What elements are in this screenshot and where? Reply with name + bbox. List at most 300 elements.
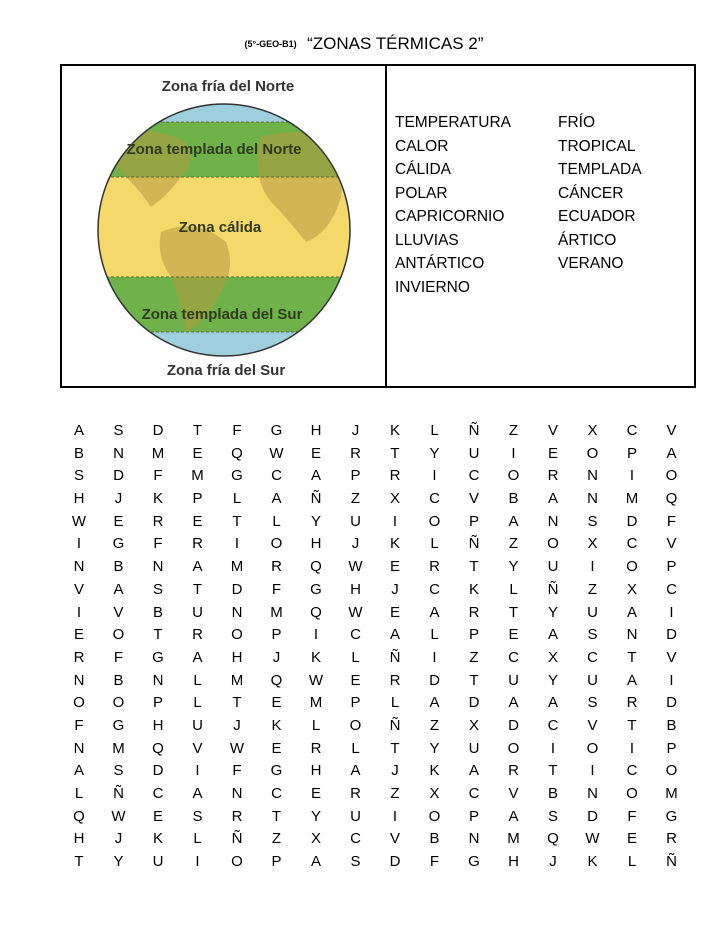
grid-cell: R — [468, 603, 480, 621]
grid-cell: W — [308, 671, 324, 689]
worksheet-title: “ZONAS TÉRMICAS 2” — [307, 34, 484, 53]
grid-cell: X — [389, 490, 400, 508]
grid-cell: A — [389, 626, 400, 644]
grid-cell: P — [666, 558, 677, 576]
grid-cell: J — [272, 648, 281, 666]
grid-cell: L — [193, 694, 202, 712]
grid-cell: O — [665, 467, 678, 485]
grid-cell: M — [230, 671, 244, 689]
grid-cell: L — [627, 853, 637, 871]
grid-cell: R — [626, 694, 638, 712]
grid-cell: W — [269, 444, 284, 462]
grid-cell: P — [468, 512, 479, 530]
grid-cell: X — [468, 716, 479, 734]
grid-cell: X — [310, 830, 321, 848]
grid-cell: X — [587, 535, 598, 553]
grid-cell: T — [74, 853, 84, 871]
grid-cell: M — [507, 830, 520, 848]
grid-cell: O — [626, 558, 638, 576]
grid-cell: N — [113, 444, 124, 462]
grid-cell: E — [350, 671, 361, 689]
grid-cell: R — [429, 558, 440, 576]
grid-cell: P — [666, 739, 677, 757]
grid-cell: M — [270, 603, 283, 621]
grid-cell: U — [547, 558, 559, 576]
grid-cell: N — [152, 558, 164, 576]
grid-cell: R — [389, 671, 401, 689]
grid-cell: Y — [429, 444, 440, 462]
grid-cell: V — [389, 830, 400, 848]
word-item: TEMPLADA — [558, 161, 642, 178]
grid-cell: I — [195, 762, 200, 780]
label-north-temperate: Zona templada del Norte — [126, 141, 302, 158]
word-item: VERANO — [558, 255, 624, 272]
grid-cell: C — [350, 626, 361, 644]
grid-row — [64, 783, 694, 806]
grid-cell: U — [587, 603, 598, 621]
grid-cell: I — [392, 512, 398, 530]
grid-cell: I — [511, 444, 516, 462]
grid-cell: O — [586, 739, 599, 757]
grid-cell: I — [76, 535, 82, 553]
grid-cell: Ñ — [310, 490, 322, 508]
grid-cell: F — [232, 422, 242, 439]
grid-cell: O — [665, 762, 678, 780]
grid-cell: Q — [310, 558, 322, 576]
grid-cell: A — [113, 580, 124, 598]
grid-cell: A — [192, 785, 203, 802]
grid-cell: Ñ — [389, 716, 401, 734]
grid-cell: R — [666, 830, 677, 848]
grid-cell: I — [550, 739, 556, 757]
grid-cell: G — [152, 648, 164, 666]
grid-cell: I — [313, 626, 319, 644]
grid-cell: D — [508, 716, 519, 734]
grid-cell: U — [587, 671, 598, 689]
grid-cell: H — [310, 762, 322, 780]
grid-row — [64, 647, 694, 670]
grid-cell: K — [271, 716, 282, 734]
grid-cell: S — [152, 580, 163, 598]
grid-cell: R — [231, 807, 243, 825]
grid-cell: K — [310, 648, 321, 666]
grid-cell: B — [508, 490, 519, 508]
grid-cell: D — [152, 762, 164, 780]
grid-cell: E — [547, 444, 558, 462]
grid-cell: Ñ — [231, 830, 243, 848]
grid-cell: W — [71, 512, 87, 530]
grid-cell: N — [73, 739, 85, 757]
grid-cell: A — [271, 490, 282, 508]
grid-cell: G — [112, 535, 125, 553]
grid-cell: P — [152, 694, 163, 712]
grid-cell: R — [350, 785, 361, 802]
grid-cell: R — [350, 444, 361, 462]
grid-cell: N — [587, 490, 598, 508]
word-item: INVIERNO — [395, 278, 470, 296]
grid-cell: E — [192, 444, 203, 462]
grid-cell: I — [392, 807, 398, 825]
grid-cell: C — [350, 830, 361, 848]
globe-illustration — [86, 67, 362, 385]
grid-cell: C — [547, 716, 559, 734]
grid-cell: Q — [73, 807, 85, 825]
word-item: ECUADOR — [558, 208, 636, 225]
grid-cell: H — [152, 716, 164, 734]
grid-cell: N — [73, 671, 85, 689]
grid-cell: D — [666, 694, 677, 712]
grid-cell: L — [74, 785, 84, 802]
grid-cell: V — [587, 716, 598, 734]
grid-cell: A — [547, 694, 558, 712]
grid-cell: H — [73, 490, 85, 508]
grid-cell: N — [152, 671, 164, 689]
grid-cell: P — [350, 694, 361, 712]
grid-cell: Z — [587, 580, 598, 598]
grid-cell: A — [73, 422, 84, 439]
grid-cell: C — [626, 422, 638, 439]
grid-cell: O — [112, 626, 125, 644]
grid-cell: Z — [508, 535, 519, 553]
grid-cell: D — [626, 512, 638, 530]
grid-cell: D — [587, 807, 598, 825]
grid-cell: M — [309, 694, 323, 712]
grid-row — [64, 420, 694, 443]
word-item: CALOR — [395, 137, 449, 155]
grid-row — [64, 488, 694, 511]
label-south-temperate: Zona templada del Sur — [141, 306, 303, 323]
grid-cell: D — [389, 853, 401, 871]
grid-cell: Q — [310, 603, 322, 621]
grid-cell: V — [666, 535, 677, 553]
word-item: TEMPERATURA — [395, 114, 511, 131]
word-item: CÁLIDA — [395, 161, 451, 178]
grid-cell: C — [271, 467, 282, 485]
grid-cell: E — [389, 558, 400, 576]
grid-cell: D — [666, 626, 677, 644]
grid-cell: V — [508, 785, 519, 802]
grid-cell: Y — [113, 853, 124, 871]
grid-row — [64, 602, 694, 625]
grid-cell: R — [508, 762, 519, 780]
grid-row — [64, 828, 694, 851]
grid-cell: V — [547, 422, 558, 439]
grid-cell: K — [389, 535, 400, 553]
grid-cell: F — [113, 648, 124, 666]
grid-row — [64, 443, 694, 466]
grid-row — [64, 851, 694, 874]
grid-cell: B — [113, 558, 124, 576]
grid-cell: X — [547, 648, 558, 666]
grid-cell: Ñ — [113, 785, 124, 802]
grid-row — [64, 738, 694, 761]
grid-cell: U — [350, 512, 361, 530]
grid-cell: Z — [429, 716, 440, 734]
grid-cell: G — [270, 762, 283, 780]
grid-cell: S — [587, 512, 598, 530]
grid-cell: O — [586, 444, 599, 462]
grid-cell: T — [469, 558, 479, 576]
grid-row — [64, 579, 694, 602]
grid-cell: J — [391, 762, 399, 780]
grid-cell: R — [389, 467, 401, 485]
grid-cell: S — [192, 807, 203, 825]
grid-cell: K — [429, 762, 440, 780]
grid-cell: L — [430, 626, 439, 644]
grid-row — [64, 760, 694, 783]
grid-cell: T — [548, 762, 558, 780]
grid-cell: J — [391, 580, 399, 598]
grid-cell: R — [73, 648, 85, 666]
grid-cell: C — [587, 648, 598, 666]
grid-cell: E — [626, 830, 637, 848]
grid-cell: K — [152, 830, 163, 848]
grid-cell: E — [271, 694, 282, 712]
grid-cell: C — [626, 762, 638, 780]
word-item: ANTÁRTICO — [395, 255, 485, 272]
grid-cell: C — [468, 467, 480, 485]
grid-cell: N — [231, 785, 243, 802]
grid-cell: V — [666, 422, 677, 439]
grid-cell: R — [192, 535, 203, 553]
grid-cell: Q — [152, 739, 164, 757]
grid-cell: H — [231, 648, 243, 666]
grid-cell: O — [507, 467, 520, 485]
grid-cell: T — [271, 807, 282, 825]
grid-cell: Ñ — [666, 853, 677, 871]
grid-cell: K — [587, 853, 598, 871]
grid-cell: A — [666, 444, 677, 462]
grid-cell: C — [429, 490, 440, 508]
grid-cell: Q — [665, 490, 678, 508]
grid-cell: H — [73, 830, 85, 848]
grid-cell: N — [626, 626, 638, 644]
grid-cell: V — [113, 603, 124, 621]
grid-cell: S — [587, 694, 598, 712]
grid-row — [64, 511, 694, 534]
grid-cell: B — [113, 671, 124, 689]
grid-cell: I — [195, 853, 200, 871]
grid-cell: X — [626, 580, 637, 598]
grid-cell: A — [429, 694, 440, 712]
grid-row — [64, 670, 694, 693]
grid-cell: A — [547, 626, 558, 644]
page-title — [0, 34, 728, 54]
grid-cell: B — [429, 830, 440, 848]
grid-cell: P — [271, 853, 282, 871]
grid-cell: O — [270, 535, 283, 553]
grid-row — [64, 692, 694, 715]
grid-cell: S — [587, 626, 598, 644]
grid-cell: G — [270, 422, 283, 439]
grid-cell: S — [73, 467, 84, 485]
grid-cell: A — [547, 490, 558, 508]
grid-cell: Z — [390, 785, 400, 802]
grid-cell: T — [627, 648, 637, 666]
grid-cell: F — [153, 535, 163, 553]
grid-cell: I — [590, 558, 595, 576]
grid-cell: V — [73, 580, 84, 598]
grid-cell: V — [192, 739, 203, 757]
grid-cell: I — [629, 739, 635, 757]
grid-cell: I — [432, 648, 437, 666]
grid-cell: L — [430, 535, 439, 553]
grid-cell: L — [193, 830, 202, 848]
grid-cell: L — [430, 422, 439, 439]
grid-cell: I — [432, 467, 437, 485]
grid-cell: L — [193, 671, 202, 689]
grid-cell: E — [389, 603, 400, 621]
grid-cell: F — [429, 853, 440, 871]
grid-cell: T — [232, 512, 242, 530]
grid-cell: K — [152, 490, 163, 508]
grid-row — [64, 806, 694, 829]
grid-cell: Z — [271, 830, 282, 848]
word-item: POLAR — [395, 184, 448, 202]
grid-cell: Z — [508, 422, 519, 439]
grid-cell: W — [585, 830, 600, 848]
grid-cell: R — [271, 558, 282, 576]
grid-cell: R — [192, 626, 203, 644]
grid-cell: H — [508, 853, 519, 871]
grid-cell: I — [76, 603, 82, 621]
grid-cell: C — [666, 580, 677, 598]
worksheet-code: (5°-GEO-B1) — [244, 39, 297, 49]
grid-cell: F — [271, 580, 282, 598]
grid-cell: P — [192, 490, 203, 508]
grid-cell: M — [151, 444, 165, 462]
grid-cell: A — [310, 853, 321, 871]
grid-cell: C — [508, 648, 519, 666]
grid-cell: O — [547, 535, 559, 553]
grid-cell: M — [230, 558, 244, 576]
grid-cell: X — [587, 422, 598, 439]
grid-cell: S — [547, 807, 558, 825]
grid-cell: A — [310, 467, 321, 485]
grid-cell: E — [310, 785, 321, 802]
grid-cell: T — [390, 444, 400, 462]
grid-cell: Ñ — [468, 422, 480, 439]
grid-cell: T — [508, 603, 519, 621]
grid-cell: P — [626, 444, 637, 462]
grid-row — [64, 556, 694, 579]
grid-cell: F — [74, 716, 84, 734]
grid-cell: Z — [469, 648, 479, 666]
grid-cell: N — [547, 512, 559, 530]
grid-cell: N — [468, 830, 480, 848]
grid-cell: Y — [547, 671, 558, 689]
grid-cell: I — [669, 603, 674, 621]
grid-cell: I — [629, 467, 635, 485]
grid-cell: G — [310, 580, 322, 598]
grid-cell: B — [73, 444, 84, 462]
grid-cell: Y — [429, 739, 440, 757]
grid-cell: Y — [310, 512, 321, 530]
grid-cell: P — [468, 626, 479, 644]
grid-row — [64, 533, 694, 556]
grid-cell: D — [113, 467, 124, 485]
word-item: TROPICAL — [558, 137, 636, 155]
grid-cell: E — [310, 444, 321, 462]
grid-cell: G — [231, 467, 243, 485]
grid-cell: B — [547, 785, 558, 802]
grid-cell: L — [390, 694, 400, 712]
grid-cell: V — [468, 490, 479, 508]
grid-cell: T — [469, 671, 479, 689]
word-item: CAPRICORNIO — [395, 208, 505, 225]
grid-cell: P — [271, 626, 282, 644]
grid-cell: S — [113, 762, 124, 780]
grid-cell: U — [468, 444, 480, 462]
grid-cell: A — [468, 762, 479, 780]
grid-row — [64, 624, 694, 647]
grid-cell: T — [192, 422, 203, 439]
grid-cell: O — [112, 694, 125, 712]
box-divider — [385, 64, 387, 388]
grid-cell: R — [547, 467, 559, 485]
grid-cell: N — [73, 558, 85, 576]
grid-cell: H — [310, 422, 322, 439]
grid-cell: Ñ — [547, 580, 559, 598]
grid-cell: J — [233, 716, 241, 734]
grid-cell: T — [192, 580, 203, 598]
grid-cell: R — [310, 739, 322, 757]
grid-cell: A — [626, 603, 637, 621]
grid-cell: Ñ — [468, 535, 480, 553]
grid-cell: C — [468, 785, 480, 802]
grid-cell: I — [669, 671, 674, 689]
grid-cell: P — [468, 807, 479, 825]
grid-cell: R — [152, 512, 164, 530]
grid-cell: A — [508, 807, 519, 825]
grid-cell: L — [509, 580, 518, 598]
grid-cell: O — [428, 512, 441, 530]
grid-cell: F — [666, 512, 677, 530]
grid-cell: E — [152, 807, 163, 825]
grid-cell: I — [590, 762, 595, 780]
grid-cell: X — [429, 785, 440, 802]
grid-cell: Y — [508, 558, 519, 576]
grid-cell: S — [113, 422, 124, 439]
grid-cell: O — [349, 716, 362, 734]
grid-cell: K — [468, 580, 479, 598]
grid-cell: O — [507, 739, 520, 757]
grid-cell: S — [350, 853, 361, 871]
grid-cell: O — [231, 626, 243, 644]
grid-cell: M — [112, 739, 125, 757]
grid-cell: J — [351, 422, 360, 439]
grid-cell: E — [508, 626, 519, 644]
grid-cell: O — [73, 694, 85, 712]
grid-cell: N — [231, 603, 243, 621]
grid-cell: W — [229, 739, 245, 757]
grid-cell: T — [153, 626, 163, 644]
grid-cell: Z — [350, 490, 361, 508]
grid-cell: C — [152, 785, 164, 802]
grid-cell: T — [627, 716, 637, 734]
word-search-grid — [64, 420, 694, 874]
grid-cell: M — [665, 785, 678, 802]
grid-cell: L — [351, 739, 360, 757]
grid-cell: A — [429, 603, 440, 621]
grid-cell: H — [310, 535, 322, 553]
grid-cell: B — [152, 603, 163, 621]
grid-cell: Y — [547, 603, 558, 621]
grid-cell: A — [73, 762, 84, 780]
grid-cell: V — [666, 648, 677, 666]
grid-cell: F — [627, 807, 637, 825]
grid-cell: W — [348, 558, 363, 576]
